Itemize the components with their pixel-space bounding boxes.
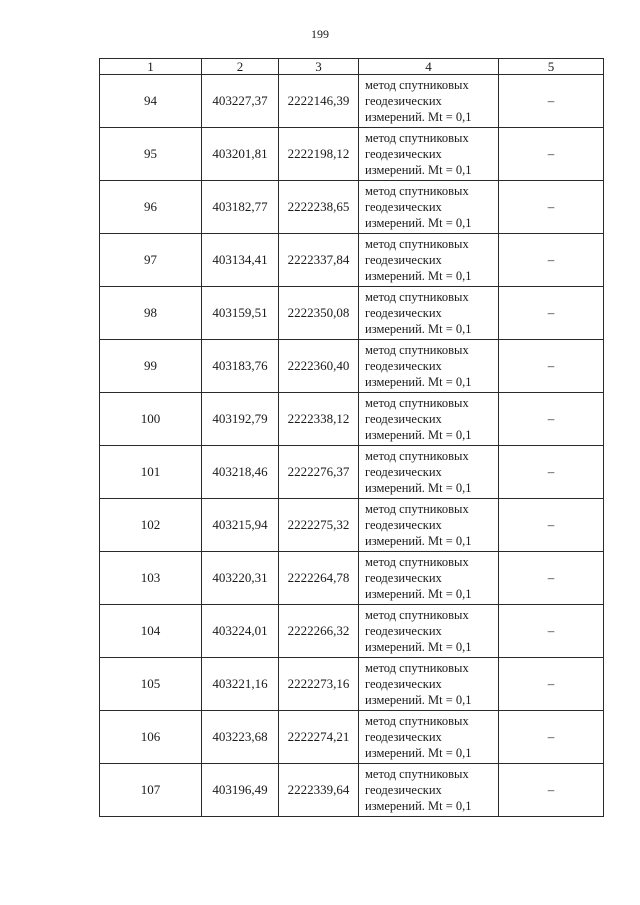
x-coordinate-cell: 403227,37 xyxy=(202,75,279,128)
x-coordinate-cell: 403215,94 xyxy=(202,499,279,552)
method-line: измерений. Mt = 0,1 xyxy=(365,746,472,760)
table-row xyxy=(100,552,604,605)
y-coordinate-cell: 2222198,12 xyxy=(279,128,359,181)
y-coordinate-cell: 2222339,64 xyxy=(279,764,359,817)
header-col-3: 3 xyxy=(279,59,359,75)
point-number-cell: 106 xyxy=(100,711,202,764)
point-number-cell: 98 xyxy=(100,287,202,340)
method-line: геодезических xyxy=(365,412,442,426)
x-coordinate-cell: 403134,41 xyxy=(202,234,279,287)
note-cell: – xyxy=(499,181,604,234)
method-cell xyxy=(359,181,499,234)
method-cell xyxy=(359,764,499,817)
method-line: геодезических xyxy=(365,147,442,161)
table-row xyxy=(100,499,604,552)
method-line: метод спутниковых xyxy=(365,449,469,463)
method-cell xyxy=(359,234,499,287)
y-coordinate-cell: 2222266,32 xyxy=(279,605,359,658)
table-row xyxy=(100,75,604,128)
table-row xyxy=(100,181,604,234)
y-coordinate-cell: 2222264,78 xyxy=(279,552,359,605)
note-cell: – xyxy=(499,499,604,552)
method-line: измерений. Mt = 0,1 xyxy=(365,375,472,389)
point-number-cell: 105 xyxy=(100,658,202,711)
note-cell: – xyxy=(499,287,604,340)
table-row xyxy=(100,234,604,287)
table-row xyxy=(100,764,604,817)
method-line: измерений. Mt = 0,1 xyxy=(365,428,472,442)
x-coordinate-cell: 403182,77 xyxy=(202,181,279,234)
x-coordinate-cell: 403224,01 xyxy=(202,605,279,658)
table-row xyxy=(100,658,604,711)
x-coordinate-cell: 403223,68 xyxy=(202,711,279,764)
method-line: геодезических xyxy=(365,730,442,744)
method-line: геодезических xyxy=(365,94,442,108)
x-coordinate-cell: 403192,79 xyxy=(202,393,279,446)
method-line: измерений. Mt = 0,1 xyxy=(365,693,472,707)
table-row xyxy=(100,711,604,764)
header-col-1: 1 xyxy=(100,59,202,75)
note-cell: – xyxy=(499,393,604,446)
y-coordinate-cell: 2222276,37 xyxy=(279,446,359,499)
table-row xyxy=(100,605,604,658)
point-number-cell: 104 xyxy=(100,605,202,658)
method-cell xyxy=(359,499,499,552)
method-line: геодезических xyxy=(365,200,442,214)
method-line: геодезических xyxy=(365,359,442,373)
note-cell: – xyxy=(499,605,604,658)
table-row xyxy=(100,128,604,181)
x-coordinate-cell: 403218,46 xyxy=(202,446,279,499)
y-coordinate-cell: 2222238,65 xyxy=(279,181,359,234)
method-line: измерений. Mt = 0,1 xyxy=(365,163,472,177)
method-cell xyxy=(359,128,499,181)
method-line: метод спутниковых xyxy=(365,502,469,516)
method-line: метод спутниковых xyxy=(365,396,469,410)
method-line: измерений. Mt = 0,1 xyxy=(365,322,472,336)
table-row xyxy=(100,287,604,340)
method-cell xyxy=(359,287,499,340)
header-row xyxy=(100,59,604,75)
method-line: метод спутниковых xyxy=(365,184,469,198)
method-line: измерений. Mt = 0,1 xyxy=(365,216,472,230)
y-coordinate-cell: 2222274,21 xyxy=(279,711,359,764)
page-number: 199 xyxy=(311,27,329,41)
note-cell: – xyxy=(499,234,604,287)
method-line: геодезических xyxy=(365,624,442,638)
method-line: измерений. Mt = 0,1 xyxy=(365,269,472,283)
note-cell: – xyxy=(499,658,604,711)
point-number-cell: 95 xyxy=(100,128,202,181)
method-line: метод спутниковых xyxy=(365,714,469,728)
y-coordinate-cell: 2222273,16 xyxy=(279,658,359,711)
x-coordinate-cell: 403196,49 xyxy=(202,764,279,817)
header-col-2: 2 xyxy=(202,59,279,75)
method-cell xyxy=(359,605,499,658)
y-coordinate-cell: 2222350,08 xyxy=(279,287,359,340)
y-coordinate-cell: 2222275,32 xyxy=(279,499,359,552)
coordinates-table xyxy=(99,58,604,817)
method-line: геодезических xyxy=(365,677,442,691)
point-number-cell: 96 xyxy=(100,181,202,234)
method-cell xyxy=(359,552,499,605)
note-cell: – xyxy=(499,128,604,181)
method-line: геодезических xyxy=(365,465,442,479)
method-line: метод спутниковых xyxy=(365,237,469,251)
note-cell: – xyxy=(499,75,604,128)
method-line: метод спутниковых xyxy=(365,767,469,781)
method-line: метод спутниковых xyxy=(365,131,469,145)
note-cell: – xyxy=(499,552,604,605)
method-line: метод спутниковых xyxy=(365,608,469,622)
point-number-cell: 102 xyxy=(100,499,202,552)
table-row xyxy=(100,446,604,499)
method-line: метод спутниковых xyxy=(365,290,469,304)
note-cell: – xyxy=(499,446,604,499)
method-cell xyxy=(359,711,499,764)
x-coordinate-cell: 403221,16 xyxy=(202,658,279,711)
method-cell xyxy=(359,446,499,499)
table-row xyxy=(100,393,604,446)
method-line: измерений. Mt = 0,1 xyxy=(365,587,472,601)
method-line: измерений. Mt = 0,1 xyxy=(365,481,472,495)
method-cell xyxy=(359,340,499,393)
method-line: геодезических xyxy=(365,253,442,267)
x-coordinate-cell: 403201,81 xyxy=(202,128,279,181)
method-line: измерений. Mt = 0,1 xyxy=(365,110,472,124)
note-cell: – xyxy=(499,711,604,764)
method-line: метод спутниковых xyxy=(365,78,469,92)
method-line: измерений. Mt = 0,1 xyxy=(365,534,472,548)
point-number-cell: 107 xyxy=(100,764,202,817)
point-number-cell: 101 xyxy=(100,446,202,499)
method-line: измерений. Mt = 0,1 xyxy=(365,799,472,813)
method-line: метод спутниковых xyxy=(365,343,469,357)
method-line: геодезических xyxy=(365,783,442,797)
x-coordinate-cell: 403220,31 xyxy=(202,552,279,605)
table-row xyxy=(100,340,604,393)
point-number-cell: 99 xyxy=(100,340,202,393)
point-number-cell: 94 xyxy=(100,75,202,128)
header-col-4: 4 xyxy=(359,59,499,75)
x-coordinate-cell: 403159,51 xyxy=(202,287,279,340)
header-col-5: 5 xyxy=(499,59,604,75)
y-coordinate-cell: 2222146,39 xyxy=(279,75,359,128)
method-line: геодезических xyxy=(365,571,442,585)
point-number-cell: 97 xyxy=(100,234,202,287)
note-cell: – xyxy=(499,340,604,393)
method-cell xyxy=(359,75,499,128)
method-cell xyxy=(359,393,499,446)
point-number-cell: 100 xyxy=(100,393,202,446)
point-number-cell: 103 xyxy=(100,552,202,605)
method-line: измерений. Mt = 0,1 xyxy=(365,640,472,654)
y-coordinate-cell: 2222360,40 xyxy=(279,340,359,393)
x-coordinate-cell: 403183,76 xyxy=(202,340,279,393)
method-line: метод спутниковых xyxy=(365,555,469,569)
method-line: геодезических xyxy=(365,306,442,320)
y-coordinate-cell: 2222338,12 xyxy=(279,393,359,446)
y-coordinate-cell: 2222337,84 xyxy=(279,234,359,287)
note-cell: – xyxy=(499,764,604,817)
method-line: метод спутниковых xyxy=(365,661,469,675)
method-line: геодезических xyxy=(365,518,442,532)
method-cell xyxy=(359,658,499,711)
table-body xyxy=(100,75,604,817)
